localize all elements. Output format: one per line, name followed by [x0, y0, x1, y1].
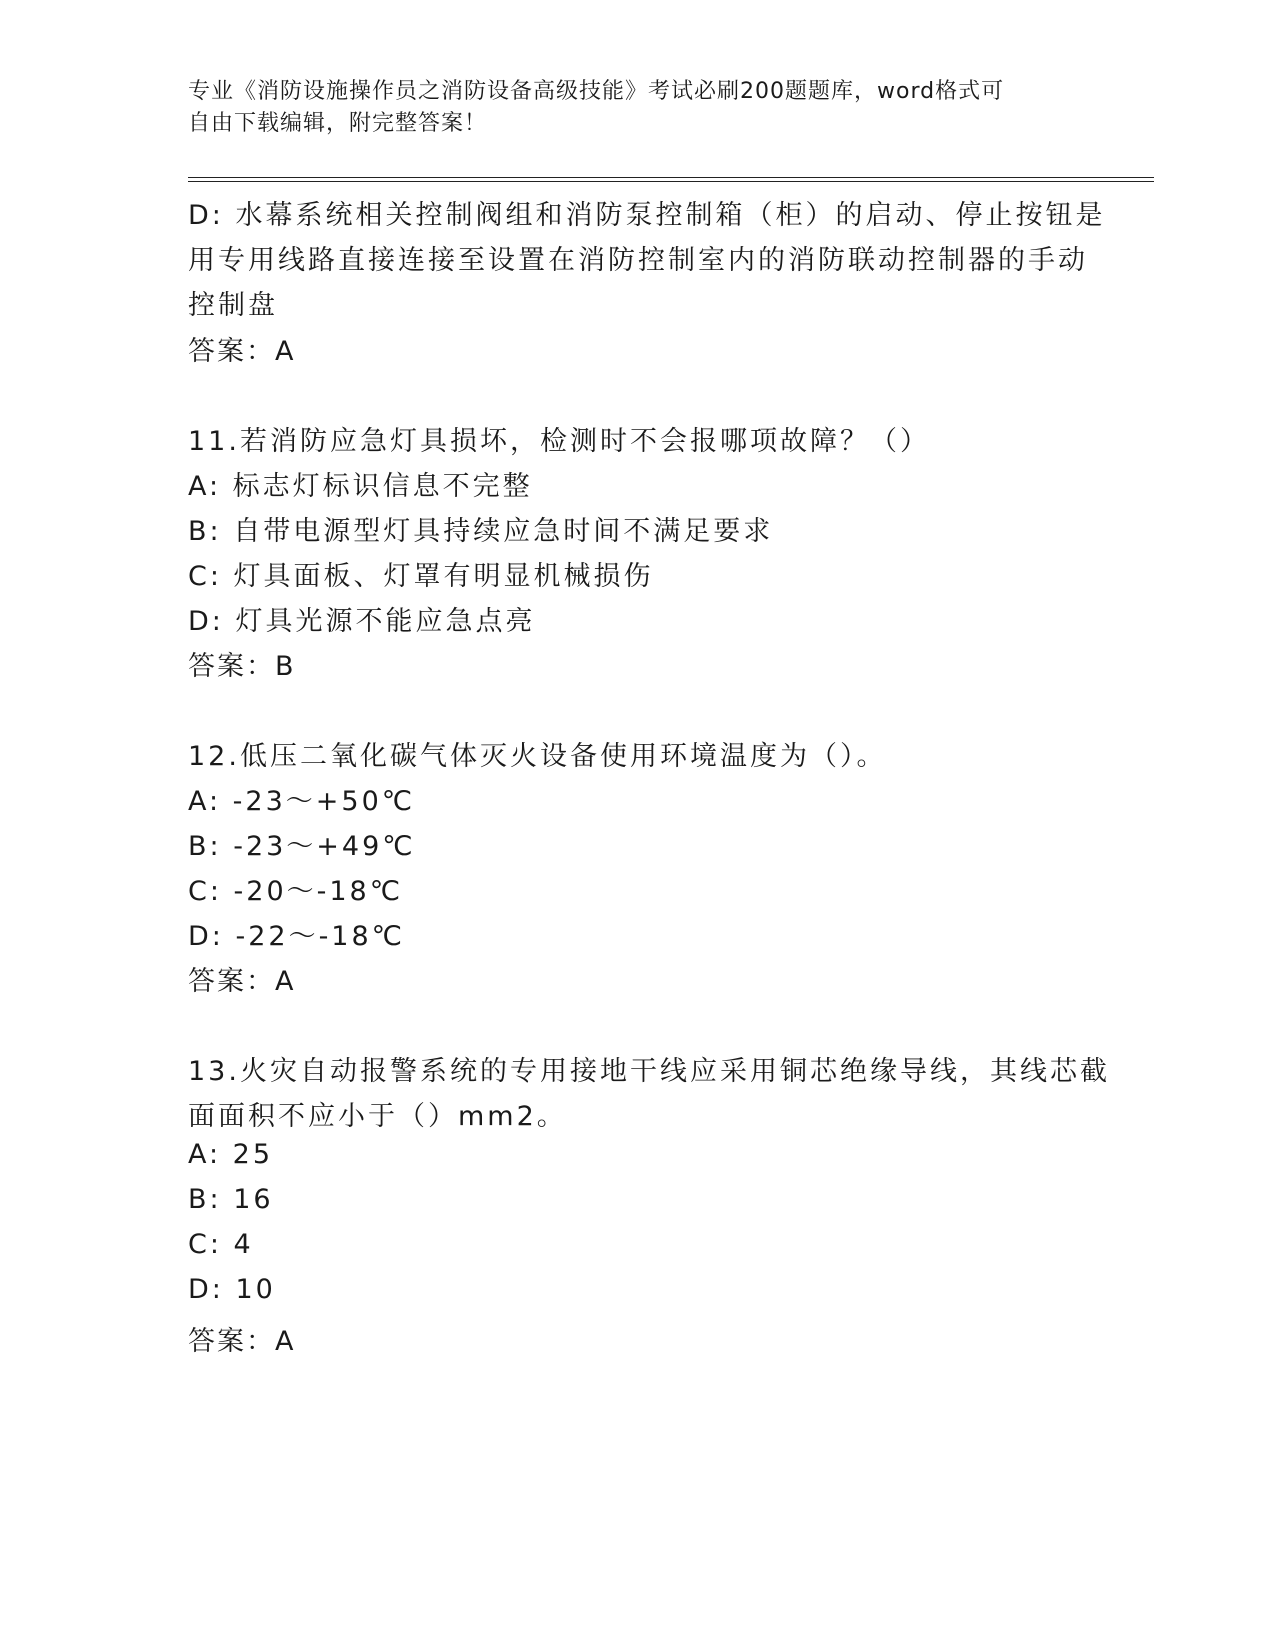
- option-d: D: 10: [188, 1274, 276, 1305]
- header-rule-bottom: [188, 181, 1154, 182]
- option-a: A: -23～+50℃: [188, 786, 416, 817]
- option-b: B: -23～+49℃: [188, 831, 416, 862]
- option-b: B: 16: [188, 1184, 274, 1215]
- answer: 答案：B: [188, 651, 296, 682]
- header-rule-top: [188, 177, 1154, 178]
- answer-10: 答案：A: [188, 336, 296, 367]
- question-stem-line-1: 13.火灾自动报警系统的专用接地干线应采用铜芯绝缘导线，其线芯截: [188, 1056, 1110, 1087]
- question-stem-line-2: 面面积不应小于（）mm2。: [188, 1101, 567, 1132]
- header-title-line-1: 专业《消防设施操作员之消防设备高级技能》考试必刷200题题库，word格式可: [188, 79, 1005, 104]
- question-stem: 12.低压二氧化碳气体灭火设备使用环境温度为（）。: [188, 741, 887, 772]
- option-a: A: 标志灯标识信息不完整: [188, 471, 533, 502]
- answer: 答案：A: [188, 966, 296, 997]
- option-c: C: 灯具面板、灯罩有明显机械损伤: [188, 561, 654, 592]
- option-b: B: 自带电源型灯具持续应急时间不满足要求: [188, 516, 774, 547]
- option-d-line-1: D: 水幕系统相关控制阀组和消防泵控制箱（柜）的启动、停止按钮是: [188, 200, 1106, 231]
- option-d: D: 灯具光源不能应急点亮: [188, 606, 536, 637]
- header-title-line-2: 自由下载编辑，附完整答案！: [188, 111, 488, 136]
- option-d-line-3: 控制盘: [188, 290, 278, 321]
- question-stem: 11.若消防应急灯具损坏，检测时不会报哪项故障？（）: [188, 426, 930, 457]
- option-d-line-2: 用专用线路直接连接至设置在消防控制室内的消防联动控制器的手动: [188, 245, 1088, 276]
- option-c: C: 4: [188, 1229, 254, 1260]
- answer: 答案：A: [188, 1326, 296, 1357]
- option-d: D: -22～-18℃: [188, 921, 405, 952]
- option-a: A: 25: [188, 1139, 274, 1170]
- option-c: C: -20～-18℃: [188, 876, 404, 907]
